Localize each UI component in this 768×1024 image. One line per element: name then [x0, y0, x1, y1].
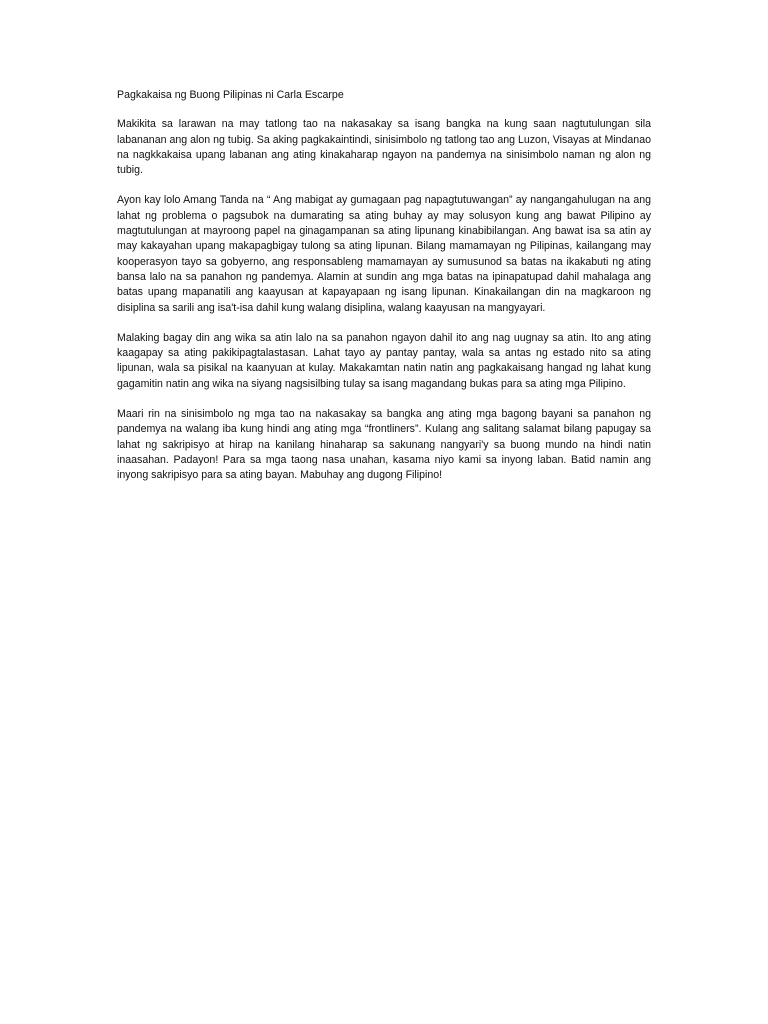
- paragraph-1: Makikita sa larawan na may tatlong tao na nakasakay sa isang bangka na kung saan nagtutulungan sila labananan ang alon ng tubig. Sa aking pagkakaintindi, sinisimbolo ng tatlong tao ang Luzon, Visayas at Mindanao na nagkkakaisa upang labanan ang ating kinakaharap ngayon na pandemya na sinisimbolo naman ng alon ng tubig.: [117, 118, 651, 177]
- document-title: Pagkakaisa ng Buong Pilipinas ni Carla Escarpe: [117, 89, 344, 101]
- paragraph-3: Malaking bagay din ang wika sa atin lalo na sa panahon ngayon dahil ito ang nag uugnay sa atin. Ito ang ating kaagapay sa ating pakikipagtalastasan. Lahat tayo ay pantay pantay, wala sa antas ng estado nito sa ating lipunan, wala sa pisikal na kaanyuan at kulay. Makakamtan natin natin ang pagkakaisang hangad ng lahat kung gagamitin natin ang wika na siyang nagsisilbing tulay sa isang magandang bukas para sa ating mga Pilipino.: [117, 331, 651, 390]
- paragraph-2: Ayon kay lolo Amang Tanda na “ Ang mabigat ay gumagaan pag napagtutuwangan” ay nangangahulugan na ang lahat ng problema o pagsubok na dumarating sa ating buhay ay may solusyon kung ang bawat Pilipino ay magtutulungan at mayroong papel na ginagampanan sa ating lipunang kinabibilangan. Ang bawat isa sa atin ay may kakayahan upang makapagbigay tulong sa ating lipunan. Bilang mamamayan ng Pilipinas, kailangang may kooperasyon tayo sa gobyerno, ang responsableng mamamayan ay sumusunod sa batas na ikakabuti ng ating bansa lalo na sa panahon ng pandemya. Alamin at sundin ang mga batas na ipinapatupad dahil mahalaga ang batas upang mapanatili ang kaayusan at kapayapaan ng isang lipunan. Kinakailangan din na magkaroon ng disiplina sa sarili ang isa't-isa dahil kung walang disiplina, walang kaayusan na mangyayari.: [117, 194, 651, 314]
- document-body: [117, 88, 651, 484]
- paragraph-4: Maari rin na sinisimbolo ng mga tao na nakasakay sa bangka ang ating mga bagong bayani sa panahon ng pandemya na walang iba kung hindi ang ating mga “frontliners”. Kulang ang salitang salamat bilang papugay sa lahat ng sakripisyo at hirap na kanilang hinaharap sa sakunang nangyari'y sa buong mundo na hindi natin inaasahan. Padayon! Para sa mga taong nasa unahan, kasama niyo kami sa inyong laban. Batid namin ang inyong sakripisyo para sa ating bayan. Mabuhay ang dugong Filipino!: [117, 408, 651, 482]
